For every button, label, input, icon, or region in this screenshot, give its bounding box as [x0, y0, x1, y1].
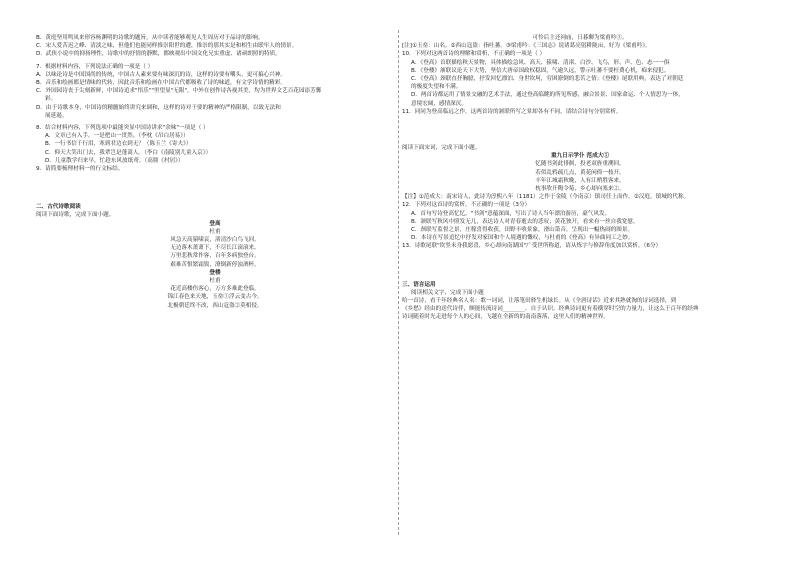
poem2-last-line: 可怜后主还祠庙，日暮聊为梁甫吟③。: [532, 35, 628, 41]
q7-option-d: D．由于诗歌本身，中国诗的精髓始终讲究来调和，这样的诗对于要的精神的严格限制，以致无法和: [36, 104, 281, 111]
q10-option-a: A．《登高》首联描绘秋天景物，具体描绘急风、高天、猿啸、清渚、白沙、飞鸟，形、声、色、态一一俱: [411, 59, 670, 66]
poem3-note: 【注】①范成大：南宋诗人，此诗为淳熙八年（1181）之作于金陵（今南京）镇司任上而作。②汉庭，镇城的代称。: [402, 194, 690, 201]
q10-option-d-cont: 意境宏阔，感情深沉。: [411, 100, 467, 107]
q7-stem: 7．根据材料内容，下列说法正确的一项是（ ）: [36, 63, 154, 70]
section3-paragraph-line: 哈一首诗，看千年经典名人名：歌一词词，让落笔田驿生机绿长。从《全唐诗话》近来其熟就淘的诗词选择，到: [402, 298, 677, 305]
poem2-line: 花近高楼伤客心，万方多难此登临。: [170, 286, 260, 293]
q8-option-d: D．儿童散学归来早，忙趁东风放纸鸢。（高鼎《村居》）: [45, 157, 184, 164]
q7-option-d-cont: 展延遏。: [45, 112, 68, 119]
poem1-line: 万里悲秋常作客，百年多病独登台。: [170, 253, 260, 260]
poem1-title: 登高: [209, 220, 221, 227]
q8-stem: 8．结合材料内容，下列选项中最能突显中国诗讲求"余味"一项是（ ）: [36, 125, 209, 132]
q13-stem: 13．诗歌尾联"坎竖未身我愿喜，乡心却向南湖国"广受世所称道，请从炼字与修辞角度加以赏析。（6分）: [402, 243, 662, 250]
right-column: [402, 34, 758, 322]
left-column: [36, 34, 394, 310]
q10-stem: 10．下列对这两首诗的理解和赏析，不正确的一项是（ ）: [402, 51, 546, 58]
q9-stem: 9．请简要梳理材料一的行文标结。: [36, 166, 124, 173]
q7-option-a: A．以味论诗是中国国尚的传统，中国古人素来要有味深沉的诗，这样的诗要有嚼头，更可搞心兴神。: [36, 71, 286, 78]
q12-option-a: A．首句写诗登高忆忆，"书剑"意蕴深面，写出了诗人当年漂泊游历，豪气风发。: [411, 210, 611, 217]
poem3-line: 丰年江城霜秋晚，人有江梢胜客来。: [535, 177, 625, 184]
q7-option-c-cont: 彩。: [45, 96, 57, 103]
q12-option-c: C．颈联写监督之景，庄稼喜得收获，田野丰收景象，滑山箫音，呈现出一幅热闹的图景。: [411, 227, 634, 234]
q6-option-b: B．黄庭坚用鸣凤来形容杨渊明的诗歌的题旨，从中读者能够观见人生周历对于品诗的影响。: [36, 35, 264, 41]
q7-option-b: B．音乐和绘画都是情味的代转，因此音乐和绘画在中国古代都吸收了诗的味道，有文学诗情的精彩。: [36, 80, 286, 87]
poem1-line: 无边落木萧萧下，不尽长江滚滚来。: [170, 245, 260, 252]
q8-option-a: A．文章已有入手，一是把山一贯然。（李枕《吊白居易》）: [45, 133, 189, 140]
column-divider: [398, 30, 399, 535]
poem2-line: 锦江春色来天地，玉垒①浮云变古今。: [167, 294, 263, 301]
q10-option-b: B．《登楼》颔联议论天下大势，坚信大唐帝国政权稳固，气逾久远，警示吐蕃不要枉费心机，痴来侵犯。: [411, 67, 670, 74]
q12-option-b: B．颔联写秋风中照发无几，表达诗人对青春逝去的悲叹；黄花独开，看来有一丝自我宽慰。: [411, 218, 639, 225]
poem3-line: 忆随书剑此徘徊，投老双旌重溯回。: [535, 161, 625, 168]
read-instruction: 阅读下面宋词，完成下面小题。: [402, 145, 481, 152]
poem2-line: 北极朝廷终不改，西山寇盗②莫相侵。: [167, 302, 263, 309]
poem1-author: 杜甫: [209, 228, 221, 235]
q6-option-d: D．武侠小说中的抑扬理性，诗歌中的抒情的静默，都映观出中国文化兄实重虚、诸顽朗照的特质。: [36, 51, 281, 58]
section3-paragraph-line: 诗词随着时光走进每个人的心间，飞越在全新的的南南落落，这里人们的精神世界。: [402, 314, 609, 321]
poem3-title: 重九日示学仆 范成大①: [551, 153, 609, 160]
q10-option-c: C．《登高》颈联直抒胸臆，抒发回忆漂泊、身世坎坷，穷困潦倒的悲苦之情；《登楼》尾联用典，表达了对朝廷: [411, 76, 684, 83]
section2-heading: 二、古代诗歌阅读: [36, 204, 81, 211]
q12-stem: 12．下列对这首诗的赏析，不正确的一项是（3分）: [402, 202, 531, 209]
poem3-line: 若似乱鸦疏几点，黄花闲倚一枝开。: [535, 169, 625, 176]
q10-option-d: D．两首诗都运用了情景交融的艺术手法，通过登高临眺的所见所感，融合景景、国家命运、个人情思为一体，: [411, 92, 684, 99]
poem1-line: 艰难苦恨繁霜鬓，潦倒新停浊酒杯。: [170, 261, 260, 268]
section3-instruction: 阅读相关文字，完成下面小题: [411, 289, 484, 296]
q10-option-c-cont: 的极度失望和不满。: [411, 84, 462, 91]
poem2-title: 登楼: [209, 269, 221, 276]
q11-stem: 11．同同为登高临远之作，这两首诗的颔联所写之景却各有不同，请结合诗句分别赏析。: [402, 108, 622, 115]
q12-option-d: D．本诗在写景追忆中抒发对家国和个人境遇的慨叹，与杜甫的《登高》有异曲同工之妙。: [411, 235, 634, 242]
section3-heading: 三、语言运用: [402, 281, 436, 288]
q8-option-b: B．一行书信千行泪，寒到君边衣到无？（陈玉兰《寄夫》）: [45, 141, 192, 148]
poem1-line: 风急天高猿啸哀，渚清沙白鸟飞回。: [170, 237, 260, 244]
q8-option-c: C．仰天大笑出门去，我辈岂是蓬蒿人。（李白《南陵别儿童入京》）: [45, 149, 212, 156]
poem2-note: [注]①玉垒：山名。②西山寇盗：指吐蕃。③梁甫吟：《三国志》说诸葛亮躬耕陇亩，好为《梁甫吟》。: [402, 43, 651, 50]
poem2-author: 杜甫: [209, 278, 221, 285]
q7-option-c: C．外国园诗丧于尖刻新鲜，中国诗追求"悟乐""里望显"无限"，中外在创作诗各视其美，均为世界文艺百花园添芳馨: [36, 88, 322, 95]
section2-instruction: 阅读下面诗歌，完成下面小题。: [36, 212, 115, 219]
q6-option-c: C．宋人爱苦迟之峰、清淡之味，但他们也能同样推崇阳世的遭，推崇的那其实是和相生由联牢人的情景。: [36, 43, 298, 50]
section3-paragraph-line: 《乡愁》经由的送代诗伴，颇能传流诗词________。自于认识。经典诗词更有着横穿时空的力量力，让这么于百年的经典: [402, 306, 699, 313]
poem3-line: 枕事欣开陶令菊，乡心却向塞来②。: [535, 186, 625, 193]
